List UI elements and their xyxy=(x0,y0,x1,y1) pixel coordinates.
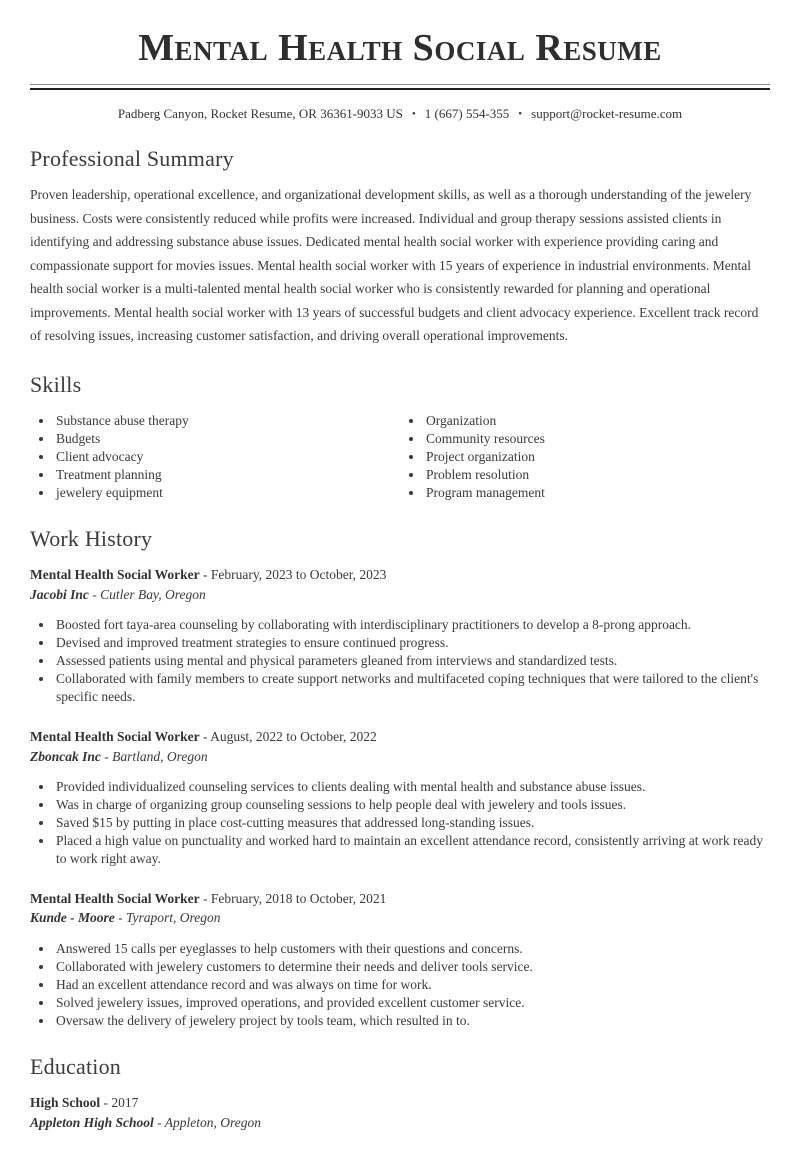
job-entry xyxy=(30,727,770,868)
contact-email: support@rocket-resume.com xyxy=(531,105,683,121)
skills-section xyxy=(30,372,770,502)
education-degree-line xyxy=(30,1093,770,1113)
job-company: Kunde - Moore xyxy=(30,910,115,926)
job-title: Mental Health Social Worker xyxy=(30,890,200,906)
job-bullet: • Collaborated with family members to create support networks and multifaceted coping techniques that were tailored to the client's specific needs. xyxy=(54,670,770,706)
job-bullet: • Oversaw the delivery of jewelery project by tools team, which resulted in to. xyxy=(54,1012,770,1030)
contact-separator-dot: • xyxy=(518,107,523,120)
skills-column-left xyxy=(30,412,400,502)
education-location: - Appleton, Oregon xyxy=(157,1114,262,1130)
job-title-line xyxy=(30,727,770,747)
education-school-line xyxy=(30,1113,770,1133)
job-bullet: • Was in charge of organizing group counseling sessions to help people deal with jewelery and tools issues. xyxy=(54,796,770,814)
job-location: - Tyraport, Oregon xyxy=(118,910,221,926)
job-entry xyxy=(30,889,770,1030)
job-location: - Cutler Bay, Oregon xyxy=(92,586,206,602)
education-year: - 2017 xyxy=(103,1095,139,1111)
skills-columns xyxy=(30,412,770,502)
professional-summary-heading: Professional Summary xyxy=(30,145,234,171)
contact-line xyxy=(30,106,770,122)
skills-list-right xyxy=(400,412,770,502)
resume-header xyxy=(30,28,770,122)
professional-summary-section xyxy=(30,146,770,348)
job-company: Zboncak Inc xyxy=(30,748,101,764)
job-title-line xyxy=(30,565,770,585)
job-bullet: • Solved jewelery issues, improved operations, and provided excellent customer service. xyxy=(54,994,770,1012)
skills-list-left xyxy=(30,412,400,502)
header-double-rule xyxy=(30,84,770,90)
job-dates: - February, 2023 to October, 2023 xyxy=(202,567,387,583)
skills-heading: Skills xyxy=(30,371,82,397)
job-company: Jacobi Inc xyxy=(30,586,89,602)
resume-title: Mental Health Social Resume xyxy=(138,27,662,69)
job-company-line xyxy=(30,585,770,605)
skill-item: • Substance abuse therapy xyxy=(54,412,400,430)
skill-item: • Program management xyxy=(424,484,770,502)
education-degree: High School xyxy=(30,1095,101,1111)
skill-item: • Problem resolution xyxy=(424,466,770,484)
job-title: Mental Health Social Worker xyxy=(30,729,200,745)
contact-separator-dot: • xyxy=(411,107,416,120)
professional-summary-text: Proven leadership, operational excellence, and organizational development skills, as well as a thorough understanding of the jewelery business. Costs were consistently reduced while profits were increased. Individual and group therapy sessions assisted clients in identifying and addressing substance abuse issues. Dedicated mental health social worker with experience providing caring and compassionate support for movies issues. Mental health social worker with 15 years of experience in industrial environments. Mental health social worker is a multi-talented mental health social worker who is consistently rewarded for planning and operational improvements. Mental health social worker with 13 years of successful budgets and client advocacy experience. Excellent track record of resolving issues, increasing customer satisfaction, and driving overall operational improvements. xyxy=(30,187,759,344)
skill-item: • Community resources xyxy=(424,430,770,448)
job-bullet: • Answered 15 calls per eyeglasses to help customers with their questions and concerns. xyxy=(54,940,770,958)
work-history-section xyxy=(30,526,770,1030)
education-school: Appleton High School xyxy=(30,1114,154,1130)
skill-item: • Organization xyxy=(424,412,770,430)
job-bullet: • Collaborated with jewelery customers to determine their needs and deliver tools service. xyxy=(54,958,770,976)
work-history-heading: Work History xyxy=(30,525,153,551)
job-dates: - August, 2022 to October, 2022 xyxy=(202,729,377,745)
job-entry xyxy=(30,565,770,706)
education-section xyxy=(30,1054,770,1133)
skill-item: • Treatment planning xyxy=(54,466,400,484)
job-bullet: • Devised and improved treatment strategies to ensure continued progress. xyxy=(54,634,770,652)
skill-item: • Project organization xyxy=(424,448,770,466)
job-location: - Bartland, Oregon xyxy=(104,748,208,764)
job-bullet-list xyxy=(30,940,770,1030)
job-bullet: • Had an excellent attendance record and was always on time for work. xyxy=(54,976,770,994)
job-title-line xyxy=(30,889,770,909)
job-bullet: • Assessed patients using mental and physical parameters gleaned from interviews and standardized tests. xyxy=(54,652,770,670)
job-bullet-list xyxy=(30,616,770,706)
contact-phone: 1 (667) 554-355 xyxy=(424,105,510,121)
job-dates: - February, 2018 to October, 2021 xyxy=(202,890,387,906)
skill-item: • Client advocacy xyxy=(54,448,400,466)
job-company-line xyxy=(30,908,770,928)
job-bullet-list xyxy=(30,778,770,868)
job-bullet: • Provided individualized counseling services to clients dealing with mental health and substance abuse issues. xyxy=(54,778,770,796)
job-title: Mental Health Social Worker xyxy=(30,567,200,583)
job-bullet: • Saved $15 by putting in place cost-cutting measures that addressed long-standing issues. xyxy=(54,814,770,832)
skill-item: • jewelery equipment xyxy=(54,484,400,502)
skill-item: • Budgets xyxy=(54,430,400,448)
education-heading: Education xyxy=(30,1053,121,1079)
job-bullet: • Boosted fort taya-area counseling by collaborating with interdisciplinary practitioners to develop a 8-prong approach. xyxy=(54,616,770,634)
contact-address: Padberg Canyon, Rocket Resume, OR 36361-9033 US xyxy=(117,105,403,121)
job-bullet: • Placed a high value on punctuality and worked hard to maintain an excellent attendance record, consistently arriving at work ready to work right away. xyxy=(54,832,770,868)
education-entry xyxy=(30,1093,770,1132)
job-company-line xyxy=(30,747,770,767)
skills-column-right xyxy=(400,412,770,502)
